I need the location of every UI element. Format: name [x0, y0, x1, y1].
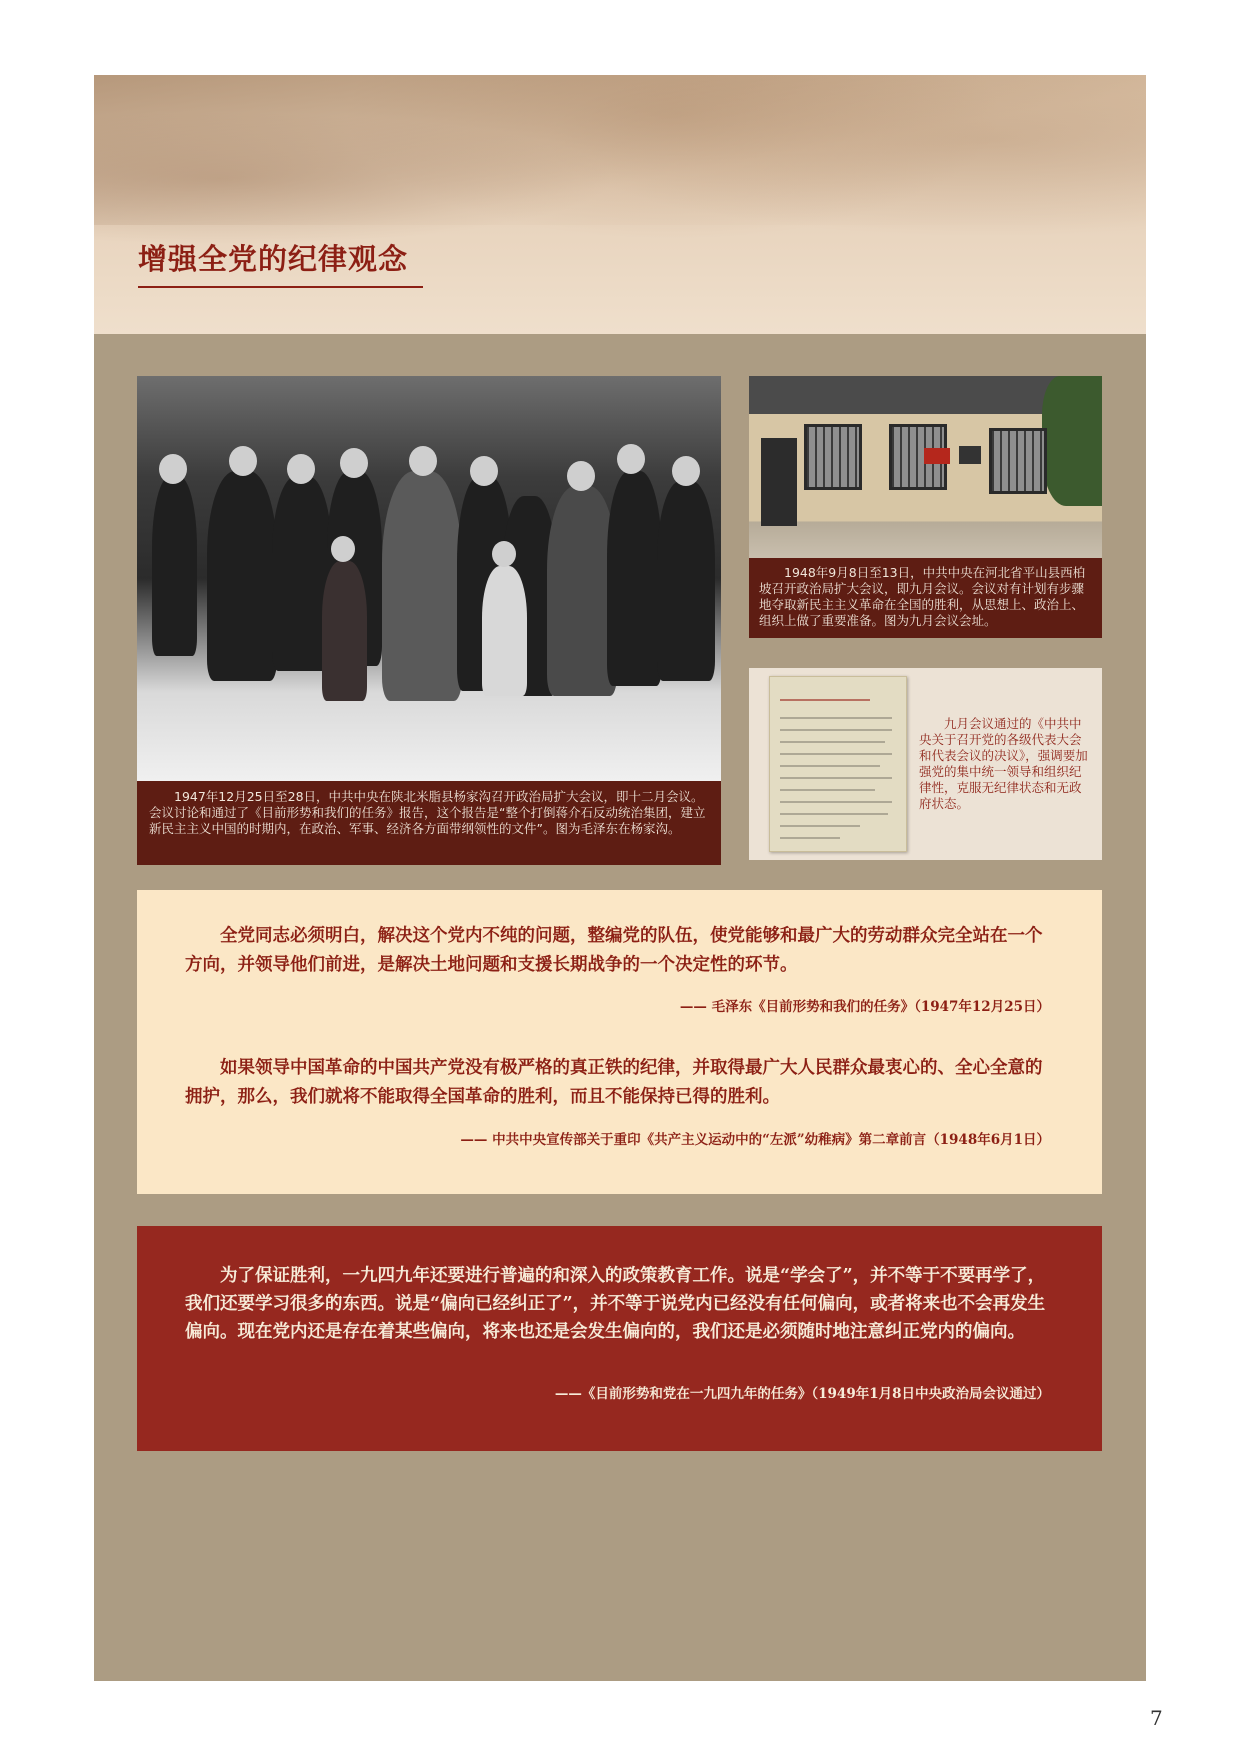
title-underline — [138, 286, 423, 288]
meeting-site-caption: 1948年9月8日至13日，中共中央在河北省平山县西柏坡召开政治局扩大会议，即九月会议。会议对有计划有步骤地夺取新民主主义革命在全国的胜利，从思想上、政治上、组织上做了重要准备。图为九月会议会址。 — [749, 558, 1102, 638]
quote-source-1: —— 毛泽东《目前形势和我们的任务》（1947年12月25日） — [679, 999, 1050, 1015]
quote-text-2: 如果领导中国革命的中国共产党没有极严格的真正铁的纪律，并取得最广大人民群众最衷心的、全心全意的拥护，那么，我们就将不能取得全国革命的胜利，而且不能保持已得的胜利。 — [185, 1058, 1043, 1107]
quote-text-1: 全党同志必须明白，解决这个党内不纯的问题，整编党的队伍，使党能够和最广大的劳动群众完全站在一个方向，并领导他们前进，是解决土地问题和支援长期战争的一个决定性的环节。 — [185, 926, 1043, 975]
document-card — [749, 668, 1102, 860]
highlight-quote-box — [137, 1226, 1102, 1451]
header-background — [94, 75, 1146, 334]
page-number: 7 — [1150, 1706, 1163, 1730]
section-title: 增强全党的纪律观念 — [138, 242, 409, 276]
page-panel — [94, 75, 1146, 1681]
quote-source-2: —— 中共中央宣传部关于重印《共产主义运动中的“左派”幼稚病》第二章前言（1948年6月1日） — [460, 1132, 1050, 1148]
main-photo-caption: 1947年12月25日至28日，中共中央在陕北米脂县杨家沟召开政治局扩大会议，即十二月会议。会议讨论和通过了《目前形势和我们的任务》报告，这个报告是“整个打倒蒋介石反动统治集团，建立新民主主义中国的时期内，在政治、军事、经济各方面带纲领性的文件”。图为毛泽东在杨家沟。 — [137, 781, 721, 865]
resolution-document-image — [769, 676, 907, 852]
quote-box — [137, 890, 1102, 1194]
meeting-site-photo — [749, 376, 1102, 558]
group-photo — [137, 376, 721, 781]
loess-hill-image — [94, 75, 1146, 225]
document-caption: 九月会议通过的《中共中央关于召开党的各级代表大会和代表会议的决议》，强调要加强党的集中统一领导和组织纪律性，克服无纪律状态和无政府状态。 — [919, 716, 1088, 811]
highlight-quote-text: 为了保证胜利，一九四九年还要进行普遍的和深入的政策教育工作。说是“学会了”，并不等于不要再学了，我们还要学习很多的东西。说是“偏向已经纠正了”，并不等于说党内已经没有任何偏向，或者将来也不会再发生偏向。现在党内还是存在着某些偏向，将来也还是会发生偏向的，我们还是必须随时地注意纠正党内的偏向。 — [185, 1266, 1046, 1342]
highlight-quote-source: ——《目前形势和党在一九四九年的任务》（1949年1月8日中央政治局会议通过） — [554, 1386, 1050, 1402]
